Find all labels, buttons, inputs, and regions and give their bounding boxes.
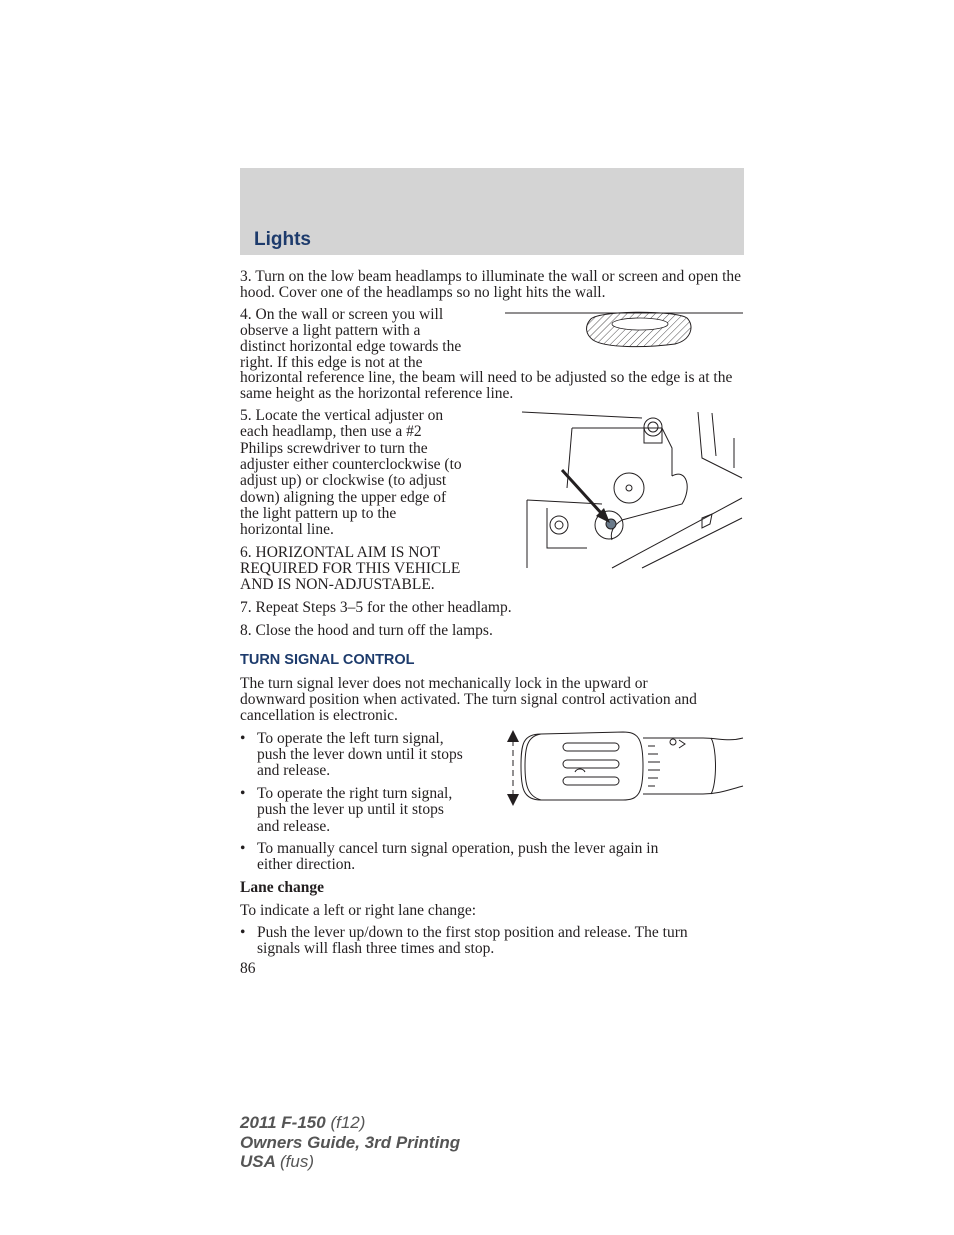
lane-change-bullet-line-1: Push the lever up/down to the first stop position and release. The turn: [257, 924, 688, 941]
document-footer: [240, 1113, 460, 1172]
step-5-line-2: each headlamp, then use a #2: [240, 423, 422, 440]
step-5-line-7: the light pattern up to the: [240, 505, 397, 522]
turn-signal-intro-line-2: downward position when activated. The turn signal control activation and: [240, 691, 697, 708]
step-8-text: 8. Close the hood and turn off the lamps.: [240, 622, 493, 639]
step-6-line-3: AND IS NON-ADJUSTABLE.: [240, 576, 435, 593]
step-6-line-1: 6. HORIZONTAL AIM IS NOT: [240, 544, 441, 561]
step-4-line-3: distinct horizontal edge towards the: [240, 338, 462, 355]
step-4-line-4: right. If this edge is not at the: [240, 354, 423, 371]
step-6-line-2: REQUIRED FOR THIS VEHICLE: [240, 560, 461, 577]
bullet-2-line-1: To operate the right turn signal,: [257, 785, 453, 802]
bullet-3-line-2: either direction.: [257, 856, 356, 873]
footer-line-1: [240, 1113, 460, 1133]
bullet-dot: •: [240, 785, 246, 802]
turn-signal-lever-illustration: [503, 728, 745, 808]
section-header-band: [240, 168, 744, 255]
bullet-1-line-1: To operate the left turn signal,: [257, 730, 444, 747]
turn-signal-intro-line-1: The turn signal lever does not mechanically lock in the upward or: [240, 675, 648, 692]
page-number: 86: [240, 960, 256, 977]
footer-model: 2011 F-150: [240, 1113, 326, 1132]
step-7-text: 7. Repeat Steps 3–5 for the other headlamp.: [240, 599, 512, 616]
section-title: Lights: [254, 229, 311, 250]
step-3-text: 3. Turn on the low beam headlamps to illuminate the wall or screen and open the hood. Cover one of the headlamps so no light hits the wall.: [240, 268, 742, 302]
step-5-line-1: 5. Locate the vertical adjuster on: [240, 407, 444, 424]
bullet-2-line-2: push the lever up until it stops: [257, 801, 444, 818]
turn-signal-intro-line-3: cancellation is electronic.: [240, 707, 398, 724]
beam-pattern-illustration: [505, 308, 745, 352]
bullet-dot: •: [240, 730, 246, 747]
lane-change-bullet-line-2: signals will flash three times and stop.: [257, 940, 495, 957]
turn-signal-heading: TURN SIGNAL CONTROL: [240, 652, 415, 668]
step-5-line-6: down) aligning the upper edge of: [240, 489, 447, 506]
step-4-line-2: observe a light pattern with a: [240, 322, 421, 339]
bullet-2-line-3: and release.: [257, 818, 331, 835]
step-5-line-8: horizontal line.: [240, 521, 334, 538]
step-5-line-4: adjuster either counterclockwise (to: [240, 456, 462, 473]
footer-region: USA: [240, 1152, 276, 1171]
headlamp-adjuster-illustration: [512, 408, 744, 574]
bullet-3-line-1: To manually cancel turn signal operation, push the lever again in: [257, 840, 659, 857]
footer-line-2: Owners Guide, 3rd Printing: [240, 1132, 461, 1152]
lane-change-intro: To indicate a left or right lane change:: [240, 902, 477, 919]
step-5-line-5: adjust up) or clockwise (to adjust: [240, 472, 447, 489]
step-4-continuation: horizontal reference line, the beam will need to be adjusted so the edge is at the same height as the horizontal reference line.: [240, 369, 733, 403]
footer-line-3: [240, 1152, 460, 1172]
lane-change-heading: Lane change: [240, 879, 324, 896]
footer-model-code: (f12): [330, 1113, 366, 1132]
bullet-1-line-2: push the lever down until it stops: [257, 746, 463, 763]
bullet-dot: •: [240, 840, 246, 857]
bullet-1-line-3: and release.: [257, 762, 331, 779]
bullet-dot: •: [240, 924, 246, 941]
step-5-line-3: Philips screwdriver to turn the: [240, 440, 428, 457]
footer-region-code: (fus): [280, 1152, 314, 1171]
step-4-line-1: 4. On the wall or screen you will: [240, 306, 444, 323]
